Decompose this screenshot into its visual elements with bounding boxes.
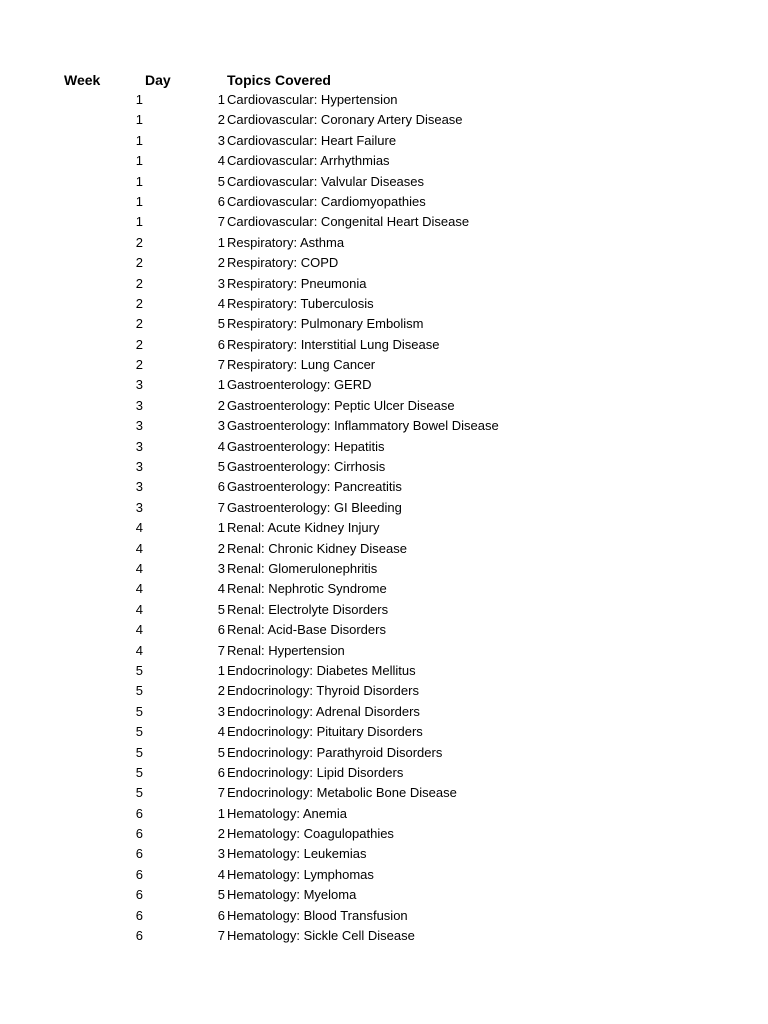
- week-cell: 1: [135, 132, 143, 148]
- week-cell: 2: [135, 357, 143, 373]
- week-cell: 3: [135, 499, 143, 515]
- topic-cell: Respiratory: Lung Cancer: [227, 357, 376, 373]
- topic-cell: Renal: Glomerulonephritis: [227, 560, 378, 576]
- table-row: [0, 559, 768, 579]
- day-cell: 6: [217, 193, 225, 209]
- day-cell: 1: [217, 92, 225, 107]
- table-row: [0, 641, 768, 661]
- day-cell: 3: [217, 560, 225, 576]
- table-row: [0, 865, 768, 885]
- day-cell: 5: [217, 173, 225, 189]
- week-cell: 6: [135, 887, 143, 903]
- topic-cell: Renal: Acid-Base Disorders: [227, 622, 386, 638]
- day-cell: 7: [217, 928, 225, 944]
- table-row: [0, 783, 768, 803]
- table-row: [0, 131, 768, 151]
- table-row: [0, 804, 768, 824]
- topic-cell: Cardiovascular: Cardiomyopathies: [227, 193, 426, 209]
- day-cell: 2: [217, 255, 225, 271]
- table-row: [0, 212, 768, 232]
- week-cell: 5: [135, 785, 143, 801]
- week-cell: 3: [135, 479, 143, 495]
- week-cell: 5: [135, 662, 143, 678]
- table-row: [0, 844, 768, 864]
- topic-cell: Endocrinology: Pituitary Disorders: [227, 724, 423, 740]
- day-cell: 7: [217, 357, 225, 373]
- week-cell: 2: [135, 234, 143, 250]
- topic-cell: Respiratory: Tuberculosis: [227, 295, 374, 311]
- topic-cell: Respiratory: COPD: [227, 255, 339, 271]
- table-row: [0, 294, 768, 314]
- day-cell: 1: [217, 234, 225, 250]
- day-cell: 7: [217, 642, 225, 658]
- day-cell: 2: [217, 826, 225, 842]
- table-row: [0, 906, 768, 926]
- table-row: [0, 600, 768, 620]
- topic-cell: Cardiovascular: Heart Failure: [227, 132, 397, 148]
- day-cell: 3: [217, 703, 225, 719]
- table-row: [0, 233, 768, 253]
- day-cell: 5: [217, 459, 225, 475]
- topic-cell: Renal: Nephrotic Syndrome: [227, 581, 387, 597]
- week-cell: 4: [135, 622, 143, 638]
- week-cell: 4: [135, 642, 143, 658]
- table-row: [0, 375, 768, 395]
- table-row: [0, 335, 768, 355]
- table-row: [0, 416, 768, 436]
- week-cell: 1: [135, 173, 143, 189]
- table-row: [0, 437, 768, 457]
- day-cell: 5: [217, 601, 225, 617]
- day-column-header: Day: [145, 72, 171, 88]
- day-cell: 7: [217, 785, 225, 801]
- day-cell: 7: [217, 499, 225, 515]
- table-row: [0, 743, 768, 763]
- week-cell: 4: [135, 581, 143, 597]
- week-cell: 5: [135, 764, 143, 780]
- topic-cell: Gastroenterology: Pancreatitis: [227, 479, 402, 495]
- day-cell: 4: [217, 724, 225, 740]
- week-cell: 6: [135, 826, 143, 842]
- topic-cell: Renal: Chronic Kidney Disease: [227, 540, 407, 556]
- week-cell: 2: [135, 255, 143, 271]
- topic-cell: Hematology: Myeloma: [227, 887, 357, 903]
- table-row: [0, 253, 768, 273]
- topic-cell: Cardiovascular: Congenital Heart Disease: [227, 214, 470, 230]
- week-cell: 3: [135, 438, 143, 454]
- week-cell: 5: [135, 724, 143, 740]
- table-row: [0, 722, 768, 742]
- topic-cell: Cardiovascular: Coronary Artery Disease: [227, 112, 463, 128]
- week-cell: 3: [135, 397, 143, 413]
- day-cell: 5: [217, 887, 225, 903]
- day-cell: 5: [217, 744, 225, 760]
- table-row: [0, 579, 768, 599]
- table-row: [0, 620, 768, 640]
- day-cell: 3: [217, 418, 225, 434]
- topic-cell: Respiratory: Interstitial Lung Disease: [227, 336, 440, 352]
- topic-cell: Endocrinology: Lipid Disorders: [227, 764, 404, 780]
- table-row: [0, 661, 768, 681]
- day-cell: 1: [217, 805, 225, 821]
- week-cell: 4: [135, 601, 143, 617]
- topic-cell: Gastroenterology: Cirrhosis: [227, 459, 386, 475]
- week-cell: 6: [135, 846, 143, 862]
- day-cell: 4: [217, 295, 225, 311]
- table-row: [0, 824, 768, 844]
- day-cell: 4: [217, 866, 225, 882]
- table-row: [0, 763, 768, 783]
- week-cell: 2: [135, 295, 143, 311]
- table-row: [0, 314, 768, 334]
- schedule-rows: [0, 90, 768, 946]
- table-row: [0, 681, 768, 701]
- day-cell: 2: [217, 683, 225, 699]
- day-cell: 6: [217, 336, 225, 352]
- table-row: [0, 518, 768, 538]
- table-row: [0, 151, 768, 171]
- week-cell: 6: [135, 928, 143, 944]
- table-row: [0, 539, 768, 559]
- topic-cell: Gastroenterology: GI Bleeding: [227, 499, 402, 515]
- day-cell: 6: [217, 907, 225, 923]
- week-cell: 5: [135, 744, 143, 760]
- topic-cell: Hematology: Leukemias: [227, 846, 367, 862]
- day-cell: 3: [217, 275, 225, 291]
- week-cell: 4: [135, 540, 143, 556]
- week-cell: 1: [135, 92, 143, 107]
- week-cell: 4: [135, 560, 143, 576]
- table-row: [0, 192, 768, 212]
- week-cell: 1: [135, 153, 143, 169]
- week-cell: 1: [135, 112, 143, 128]
- topic-cell: Renal: Hypertension: [227, 642, 345, 658]
- table-row: [0, 110, 768, 130]
- day-cell: 4: [217, 581, 225, 597]
- day-cell: 6: [217, 764, 225, 780]
- topic-cell: Cardiovascular: Arrhythmias: [227, 153, 390, 169]
- table-row: [0, 172, 768, 192]
- day-cell: 1: [217, 377, 225, 393]
- day-cell: 4: [217, 153, 225, 169]
- topic-cell: Respiratory: Asthma: [227, 234, 345, 250]
- topic-column-header: Topics Covered: [227, 72, 331, 88]
- table-row: [0, 355, 768, 375]
- week-cell: 3: [135, 418, 143, 434]
- day-cell: 2: [217, 397, 225, 413]
- week-cell: 2: [135, 275, 143, 291]
- topic-cell: Endocrinology: Adrenal Disorders: [227, 703, 420, 719]
- topic-cell: Hematology: Anemia: [227, 805, 347, 821]
- day-cell: 1: [217, 520, 225, 536]
- week-cell: 3: [135, 377, 143, 393]
- day-cell: 2: [217, 112, 225, 128]
- table-row: [0, 926, 768, 946]
- day-cell: 2: [217, 540, 225, 556]
- table-row: [0, 457, 768, 477]
- week-cell: 5: [135, 683, 143, 699]
- topic-cell: Hematology: Blood Transfusion: [227, 907, 408, 923]
- topic-cell: Respiratory: Pneumonia: [227, 275, 367, 291]
- topic-cell: Endocrinology: Metabolic Bone Disease: [227, 785, 457, 801]
- week-cell: 2: [135, 336, 143, 352]
- table-row: [0, 396, 768, 416]
- topic-cell: Respiratory: Pulmonary Embolism: [227, 316, 424, 332]
- day-cell: 6: [217, 479, 225, 495]
- week-cell: 6: [135, 866, 143, 882]
- week-cell: 6: [135, 907, 143, 923]
- table-row: [0, 90, 768, 110]
- topic-cell: Gastroenterology: Hepatitis: [227, 438, 385, 454]
- table-row: [0, 498, 768, 518]
- topic-cell: Renal: Electrolyte Disorders: [227, 601, 389, 617]
- table-row: [0, 885, 768, 905]
- day-cell: 5: [217, 316, 225, 332]
- topic-cell: Gastroenterology: GERD: [227, 377, 372, 393]
- topic-cell: Cardiovascular: Valvular Diseases: [227, 173, 425, 189]
- topic-cell: Endocrinology: Parathyroid Disorders: [227, 744, 443, 760]
- topic-cell: Gastroenterology: Peptic Ulcer Disease: [227, 397, 455, 413]
- topic-cell: Hematology: Lymphomas: [227, 866, 374, 882]
- week-column-header: Week: [64, 72, 101, 88]
- topic-cell: Endocrinology: Diabetes Mellitus: [227, 662, 416, 678]
- week-cell: 4: [135, 520, 143, 536]
- day-cell: 3: [217, 846, 225, 862]
- day-cell: 3: [217, 132, 225, 148]
- topic-cell: Hematology: Sickle Cell Disease: [227, 928, 415, 944]
- day-cell: 4: [217, 438, 225, 454]
- day-cell: 7: [217, 214, 225, 230]
- week-cell: 6: [135, 805, 143, 821]
- table-row: [0, 702, 768, 722]
- week-cell: 3: [135, 459, 143, 475]
- topic-cell: Endocrinology: Thyroid Disorders: [227, 683, 419, 699]
- week-cell: 5: [135, 703, 143, 719]
- table-row: [0, 274, 768, 294]
- topic-cell: Gastroenterology: Inflammatory Bowel Disease: [227, 418, 499, 434]
- week-cell: 1: [135, 214, 143, 230]
- table-row: [0, 477, 768, 497]
- topic-cell: Cardiovascular: Hypertension: [227, 92, 398, 107]
- header-row: [0, 70, 768, 90]
- week-cell: 1: [135, 193, 143, 209]
- topic-cell: Renal: Acute Kidney Injury: [227, 520, 380, 536]
- week-cell: 2: [135, 316, 143, 332]
- topic-cell: Hematology: Coagulopathies: [227, 826, 394, 842]
- day-cell: 1: [217, 662, 225, 678]
- day-cell: 6: [217, 622, 225, 638]
